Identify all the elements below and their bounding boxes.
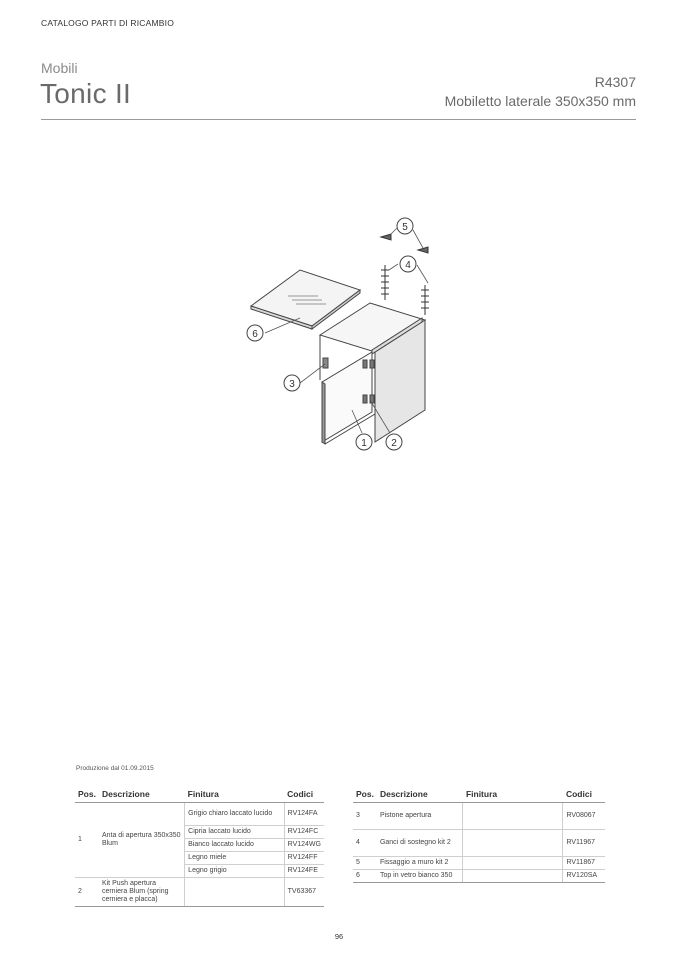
- cell-code: RV124WG: [284, 839, 324, 852]
- callout-1: [356, 434, 372, 450]
- cell-finish: Grigio chiaro laccato lucido: [185, 803, 284, 826]
- section-label: Mobili: [41, 60, 78, 76]
- cell-description: Ganci di sostegno kit 2: [377, 830, 463, 857]
- svg-text:2: 2: [391, 438, 397, 449]
- col-pos: Pos.: [353, 787, 377, 803]
- cell-description: Top in vetro bianco 350: [377, 870, 463, 883]
- callout-5: [397, 218, 413, 234]
- callout-6: [247, 325, 263, 341]
- cell-code: RV11967: [563, 830, 605, 857]
- parts-table-left: [75, 787, 324, 907]
- callout-2: [386, 434, 402, 450]
- cell-finish: [463, 830, 563, 857]
- cell-description: Pistone apertura: [377, 803, 463, 830]
- table-row: [353, 803, 605, 830]
- svg-text:5: 5: [402, 222, 408, 233]
- cell-description: Kit Push apertura cerniera Blum (spring cerniera e placca): [99, 878, 185, 907]
- table-row: [353, 870, 605, 883]
- cell-description: Fissaggio a muro kit 2: [377, 857, 463, 870]
- cell-pos: 4: [353, 830, 377, 857]
- cell-code: RV124FF: [284, 852, 324, 865]
- table-row: [75, 803, 324, 826]
- cell-code: RV08067: [563, 803, 605, 830]
- col-pos: Pos.: [75, 787, 99, 803]
- header-divider: [41, 119, 636, 120]
- cell-finish: [463, 803, 563, 830]
- cell-description: Anta di apertura 350x350 Blum: [99, 803, 185, 878]
- cell-code: RV120SA: [563, 870, 605, 883]
- cell-code: RV124FE: [284, 865, 324, 878]
- parts-table-right: [353, 787, 605, 883]
- cell-code: RV124FA: [284, 803, 324, 826]
- cell-code: RV124FC: [284, 826, 324, 839]
- cell-finish: [463, 857, 563, 870]
- svg-text:1: 1: [361, 438, 367, 449]
- cell-finish: [463, 870, 563, 883]
- svg-text:4: 4: [405, 260, 411, 271]
- col-description: Descrizione: [99, 787, 185, 803]
- product-code: R4307: [594, 74, 636, 90]
- cell-finish: Bianco laccato lucido: [185, 839, 284, 852]
- callout-4: [400, 256, 416, 272]
- cell-pos: 3: [353, 803, 377, 830]
- cell-pos: 1: [75, 803, 99, 878]
- col-finish: Finitura: [463, 787, 563, 803]
- svg-text:6: 6: [252, 329, 258, 340]
- cell-finish: [185, 878, 284, 907]
- exploded-drawing: [230, 210, 450, 460]
- svg-text:3: 3: [289, 379, 295, 390]
- catalog-label: CATALOGO PARTI DI RICAMBIO: [41, 18, 175, 28]
- col-code: Codici: [284, 787, 324, 803]
- table-row: [353, 857, 605, 870]
- page-title: Tonic II: [40, 78, 132, 109]
- col-finish: Finitura: [185, 787, 284, 803]
- cell-pos: 5: [353, 857, 377, 870]
- page-number: 96: [334, 932, 344, 941]
- cell-code: RV11867: [563, 857, 605, 870]
- cell-finish: Cipria laccato lucido: [185, 826, 284, 839]
- cell-finish: Legno grigio: [185, 865, 284, 878]
- table-row: [75, 878, 324, 907]
- col-code: Codici: [563, 787, 605, 803]
- production-note: Produzione dal 01.09.2015: [76, 765, 154, 772]
- product-subtitle: Mobiletto laterale 350x350 mm: [444, 93, 636, 109]
- cell-finish: Legno miele: [185, 852, 284, 865]
- col-description: Descrizione: [377, 787, 463, 803]
- cell-pos: 2: [75, 878, 99, 907]
- cell-code: TV63367: [284, 878, 324, 907]
- callout-3: [284, 375, 300, 391]
- table-row: [353, 830, 605, 857]
- piston-part: [323, 358, 328, 368]
- cell-pos: 6: [353, 870, 377, 883]
